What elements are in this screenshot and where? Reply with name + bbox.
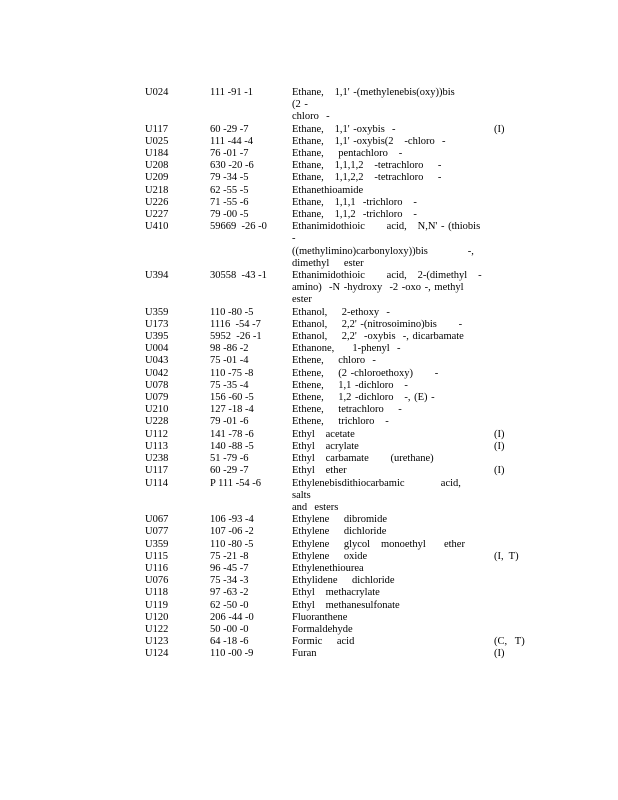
cas-number: 5952 -26 -1 [210,331,262,343]
waste-code: U025 [145,135,169,147]
table-row [0,185,618,197]
waste-code: U115 [145,550,168,562]
substance-name: Ethanol, 2,2' -oxybis -, dicarbamate [292,331,464,343]
cas-number: 107 -06 -2 [210,526,254,538]
table-row [0,404,618,416]
substance-name: Ethene, tetrachloro - [292,404,402,416]
cas-number: 75 -01 -4 [210,355,249,367]
table-row [0,416,618,428]
waste-code: U122 [145,623,169,635]
table-row [0,221,618,270]
cas-number: 79 -00 -5 [210,209,249,221]
substance-name: Ethylenebisdithiocarbamic acid, salts and esters [292,477,461,513]
waste-code: U119 [145,599,168,611]
cas-number: 75 -21 -8 [210,550,249,562]
cas-number: 110 -80 -5 [210,538,254,550]
hazardous-waste-table [0,87,618,661]
cas-number: 60 -29 -7 [210,465,249,477]
cas-number: 59669 -26 -0 [210,221,267,233]
substance-name: Ethylidene dichloride [292,575,395,587]
substance-name: Ethane, 1,1' -oxybis - [292,123,396,135]
substance-name: Ethyl acrylate [292,440,359,452]
waste-code: U043 [145,355,169,367]
waste-code: U123 [145,636,169,648]
substance-name: Ethanol, 2-ethoxy - [292,306,390,318]
cas-number: 206 -44 -0 [210,611,254,623]
substance-name: Ethane, 1,1' -oxybis(2 -chloro - [292,135,446,147]
cas-number: 141 -78 -6 [210,428,254,440]
cas-number: 98 -86 -2 [210,343,249,355]
table-row [0,270,618,307]
cas-number: 127 -18 -4 [210,404,254,416]
waste-code: U117 [145,465,168,477]
cas-number: 1116 -54 -7 [210,318,261,330]
substance-name: Ethanol, 2,2' -(nitrosoimino)bis - [292,318,463,330]
cas-number: 630 -20 -6 [210,160,254,172]
substance-name: Ethane, 1,1,1,2 -tetrachloro - [292,160,442,172]
waste-code: U042 [145,367,169,379]
substance-name: Fluoranthene [292,611,348,623]
substance-name: Ethene, chloro - [292,355,376,367]
cas-number: 110 -75 -8 [210,367,254,379]
waste-code: U117 [145,123,168,135]
waste-code: U112 [145,428,168,440]
cas-number: 110 -80 -5 [210,306,254,318]
cas-number: 140 -88 -5 [210,440,254,452]
waste-code: U116 [145,562,168,574]
substance-name: Ethyl methanesulfonate [292,599,400,611]
hazard-code: (C, T) [494,636,525,648]
substance-name: Ethane, 1,1,2,2 -tetrachloro - [292,172,442,184]
cas-number: 156 -60 -5 [210,392,254,404]
table-row [0,441,618,453]
waste-code: U079 [145,392,169,404]
waste-code: U173 [145,318,169,330]
waste-code: U227 [145,209,169,221]
table-row [0,624,618,636]
waste-code: U067 [145,514,169,526]
table-row [0,636,618,648]
substance-name: Ethene, trichloro - [292,416,389,428]
waste-code: U004 [145,343,169,355]
cas-number: 62 -55 -5 [210,184,249,196]
cas-number: 76 -01 -7 [210,148,249,160]
substance-name: Ethene, (2 -chloroethoxy) - [292,367,439,379]
substance-name: Ethyl ether [292,465,347,477]
substance-name: Ethane, pentachloro - [292,148,403,160]
waste-code: U124 [145,648,169,660]
waste-code: U113 [145,440,168,452]
substance-name: Ethylene oxide [292,550,368,562]
cas-number: 79 -01 -6 [210,416,249,428]
waste-code: U210 [145,404,169,416]
table-row [0,551,618,563]
substance-name: Ethane, 1,1,2 -trichloro - [292,209,417,221]
substance-name: Ethylenethiourea [292,562,364,574]
table-row [0,465,618,477]
waste-code: U395 [145,331,169,343]
table-row [0,368,618,380]
waste-code: U228 [145,416,169,428]
table-row [0,124,618,136]
table-row [0,172,618,184]
table-row [0,209,618,221]
substance-name: Ethanimidothioic acid, 2-(dimethyl - amino) -N -hydroxy -2 -oxo -, methyl ester [292,270,482,306]
waste-code: U209 [145,172,169,184]
waste-code: U114 [145,477,168,489]
substance-name: Ethylene dichloride [292,526,387,538]
table-row [0,87,618,124]
cas-number: 96 -45 -7 [210,562,249,574]
cas-number: 111 -44 -4 [210,135,253,147]
substance-name: Ethene, 1,2 -dichloro -, (E) - [292,392,435,404]
waste-code: U218 [145,184,169,196]
cas-number: 64 -18 -6 [210,636,249,648]
table-row [0,514,618,526]
table-row [0,563,618,575]
substance-name: Ethylene dibromide [292,514,387,526]
substance-name: Ethanimidothioic acid, N,N' - (thiobis - ((methylimino)carbonyloxy))bis -, dimethyl ester [292,221,481,269]
cas-number: 30558 -43 -1 [210,270,267,282]
cas-number: 50 -00 -0 [210,623,249,635]
substance-name: Ethane, 1,1' -(methylenebis(oxy))bis (2 - chloro - [292,87,455,123]
table-row [0,343,618,355]
hazard-code: (I) [494,428,505,440]
cas-number: 75 -35 -4 [210,379,249,391]
table-row [0,148,618,160]
waste-code: U077 [145,526,169,538]
waste-code: U120 [145,611,169,623]
table-row [0,600,618,612]
substance-name: Ethanethioamide [292,184,364,196]
table-row [0,478,618,515]
table-row [0,648,618,660]
waste-code: U226 [145,196,169,208]
hazard-code: (I) [494,123,505,135]
table-row [0,453,618,465]
hazard-code: (I) [494,465,505,477]
cas-number: P 111 -54 -6 [210,477,262,489]
waste-code: U024 [145,87,169,98]
waste-code: U359 [145,306,169,318]
cas-number: 62 -50 -0 [210,599,249,611]
waste-code: U118 [145,587,168,599]
cas-number: 97 -63 -2 [210,587,249,599]
cas-number: 60 -29 -7 [210,123,249,135]
waste-code: U394 [145,270,169,282]
hazard-code: (I) [494,648,505,660]
hazard-code: (I, T) [494,550,519,562]
substance-name: Furan [292,648,317,660]
waste-code: U238 [145,453,169,465]
waste-code: U076 [145,575,169,587]
waste-code: U359 [145,538,169,550]
waste-code: U208 [145,160,169,172]
table-row [0,429,618,441]
table-row [0,136,618,148]
substance-name: Ethane, 1,1,1 -trichloro - [292,196,417,208]
cas-number: 110 -00 -9 [210,648,254,660]
table-row [0,331,618,343]
substance-name: Ethene, 1,1 -dichloro - [292,379,408,391]
waste-code: U078 [145,379,169,391]
table-row [0,575,618,587]
table-row [0,355,618,367]
table-row [0,380,618,392]
table-row [0,539,618,551]
substance-name: Formic acid [292,636,355,648]
cas-number: 106 -93 -4 [210,514,254,526]
cas-number: 71 -55 -6 [210,196,249,208]
table-row [0,307,618,319]
hazard-code: (I) [494,440,505,452]
cas-number: 75 -34 -3 [210,575,249,587]
substance-name: Formaldehyde [292,623,353,635]
waste-code: U410 [145,221,169,233]
substance-name: Ethanone, 1-phenyl - [292,343,401,355]
table-row [0,160,618,172]
table-row [0,526,618,538]
table-row [0,319,618,331]
table-row [0,587,618,599]
waste-code: U184 [145,148,169,160]
table-row [0,612,618,624]
cas-number: 79 -34 -5 [210,172,249,184]
substance-name: Ethyl methacrylate [292,587,380,599]
substance-name: Ethylene glycol monoethyl ether [292,538,465,550]
substance-name: Ethyl acetate [292,428,355,440]
table-row [0,197,618,209]
substance-name: Ethyl carbamate (urethane) [292,453,434,465]
table-row [0,392,618,404]
cas-number: 51 -79 -6 [210,453,249,465]
cas-number: 111 -91 -1 [210,87,253,98]
